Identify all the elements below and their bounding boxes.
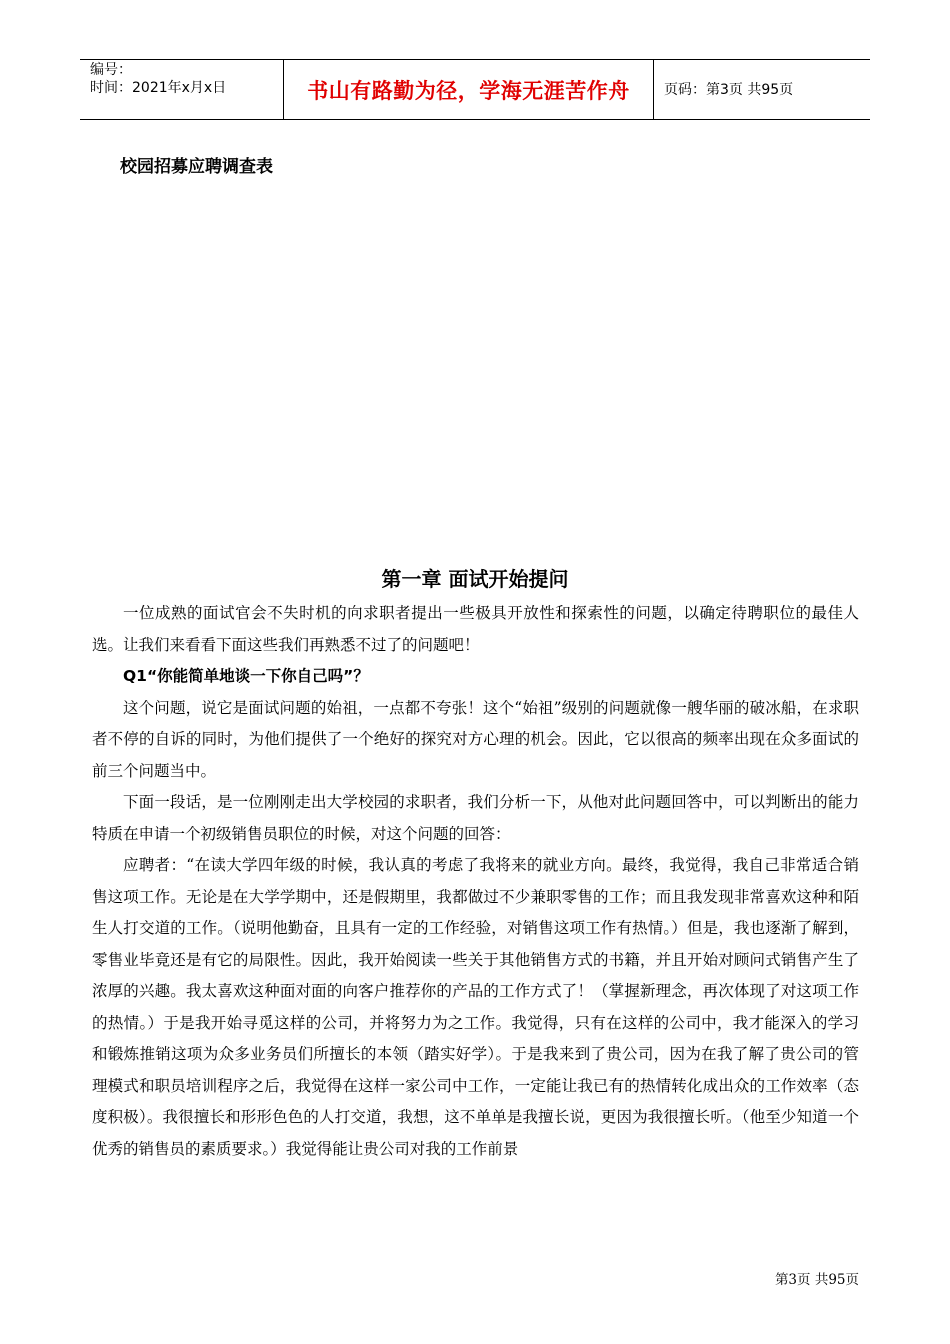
header-time-label: 时间：2021年x月x日 bbox=[90, 80, 227, 96]
paragraph-2: 下面一段话，是一位刚刚走出大学校园的求职者，我们分析一下，从他对此问题回答中，可以判断出的能力特质在申请一个初级销售员职位的时候，对这个问题的回答： bbox=[92, 793, 859, 843]
paragraph-intro: 一位成熟的面试官会不失时机的向求职者提出一些极具开放性和探索性的问题，以确定待聘职位的最佳人选。让我们来看看下面这些我们再熟悉不过了的问题吧！ bbox=[92, 604, 859, 654]
question-heading: Q1“你能简单地谈一下你自己吗”？ bbox=[123, 667, 369, 685]
footer-page-number: 第3页 共95页 bbox=[774, 1272, 859, 1288]
header-divider-right bbox=[653, 59, 654, 120]
chapter-title: 第一章 面试开始提问 bbox=[381, 567, 569, 591]
paragraph-3: 应聘者：“在读大学四年级的时候，我认真的考虑了我将来的就业方向。最终，我觉得，我自己非常适合销售这项工作。无论是在大学学期中，还是假期里，我都做过不少兼职零售的工作；而且我发现非常喜欢这种和陌生人打交道的工作。（说明他勤奋，且具有一定的工作经验，对销售这项工作有热情。）但是，我也逐渐了解到，零售业毕竟还是有它的局限性。因此，我开始阅读一些关于其他销售方式的书籍，并且开始对顾问式销售产生了浓厚的兴趣。我太喜欢这种面对面的向客户推荐你的产品的工作方式了！（掌握新理念，再次体现了对这项工作的热情。）于是我开始寻觅这样的公司，并将努力为之工作。我觉得，只有在这样的公司中，我才能深入的学习和锻炼推销这项为众多业务员们所擅长的本领（踏实好学）。于是我来到了贵公司，因为在我了解了贵公司的管理模式和职员培训程序之后，我觉得在这样一家公司中工作，一定能让我已有的热情转化成出众的工作效率（态度积极）。我很擅长和形形色色的人打交道，我想，这不单单是我擅长说，更因为我很擅长听。（他至少知道一个优秀的销售员的素质要求。）我觉得能让贵公司对我的工作前景 bbox=[92, 856, 859, 1158]
header-meta bbox=[90, 61, 226, 97]
paragraph-1: 这个问题，说它是面试问题的始祖，一点都不夸张！这个“始祖”级别的问题就像一艘华丽的破冰船，在求职者不停的自诉的同时，为他们提供了一个绝好的探究对方心理的机会。因此，它以很高的频率出现在众多面试的前三个问题当中。 bbox=[92, 698, 859, 780]
body-text bbox=[92, 598, 859, 1165]
header-number-label: 编号： bbox=[90, 62, 132, 78]
header-motto: 书山有路勤为径，学海无涯苦作舟 bbox=[307, 78, 630, 103]
header-page-label: 页码：第3页 共95页 bbox=[664, 82, 794, 98]
survey-title: 校园招募应聘调查表 bbox=[120, 157, 273, 177]
